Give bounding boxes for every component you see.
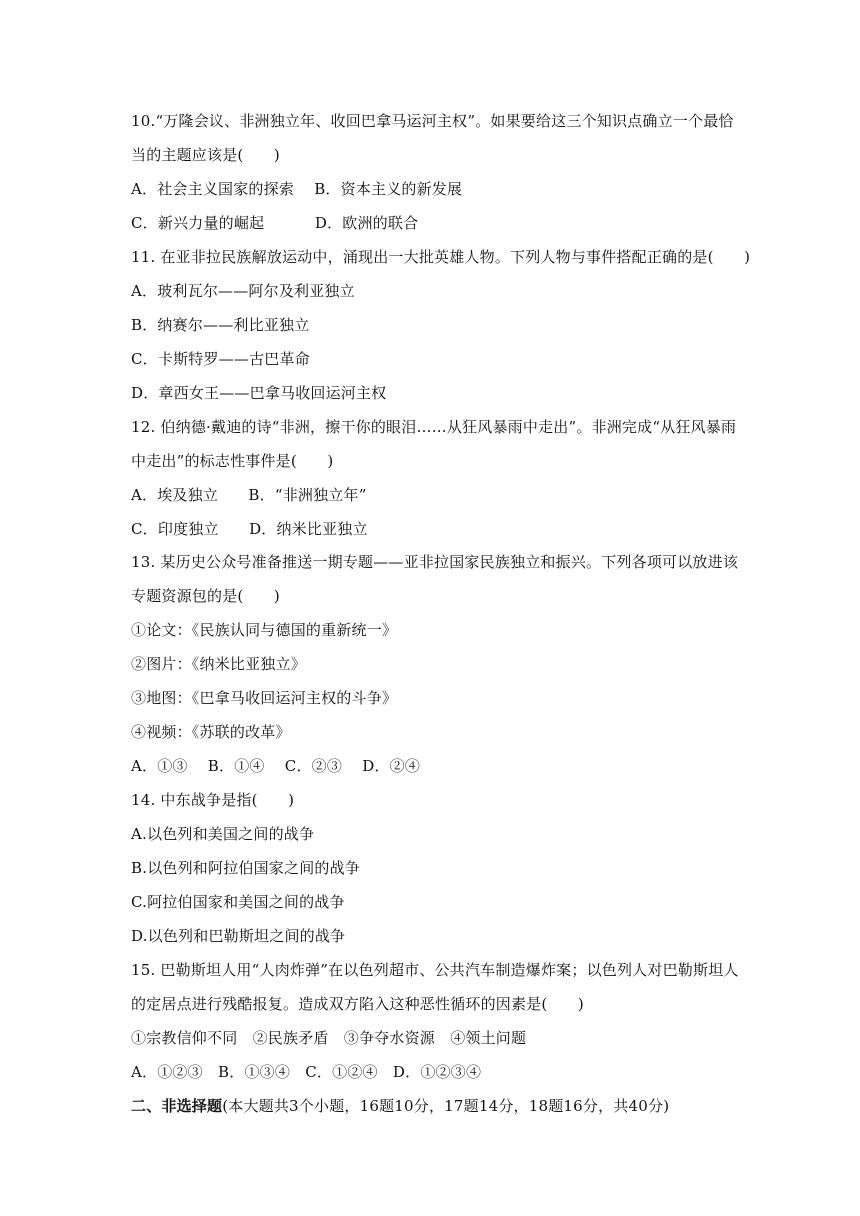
q14-stem: 14. 中东战争是指( ) (131, 791, 295, 809)
q11-option-c: C．卡斯特罗——古巴革命 (131, 350, 310, 368)
section-two-heading: 二、非选择题 (131, 1097, 223, 1115)
q13-options: A．①③ B．①④ C．②③ D．②④ (131, 757, 421, 775)
q13-stem-line1: 13. 某历史公众号准备推送一期专题——亚非拉国家民族独立和振兴。下列各项可以放进该 (131, 553, 739, 571)
q13-item-3: ③地图：《巴拿马收回运河主权的斗争》 (131, 689, 398, 707)
section-two-note: (本大题共3个小题，16题10分，17题14分，18题16分，共40分) (222, 1097, 670, 1115)
q10-options-ab: A．社会主义国家的探索 B．资本主义的新发展 (131, 180, 463, 198)
q14-option-b: B.以色列和阿拉伯国家之间的战争 (131, 859, 360, 877)
q13-item-1: ①论文：《民族认同与德国的重新统一》 (131, 621, 398, 639)
q14-option-d: D.以色列和巴勒斯坦之间的战争 (131, 927, 346, 945)
q10-stem-line1: 10.“万隆会议、非洲独立年、收回巴拿马运河主权”。如果要给这三个知识点确立一个最恰 (131, 112, 734, 130)
q10-stem-line2: 当的主题应该是( ) (131, 146, 280, 164)
q12-stem-line2: 中走出”的标志性事件是( ) (131, 452, 334, 470)
q15-stem-line1: 15. 巴勒斯坦人用“人肉炸弹”在以色列超市、公共汽车制造爆炸案；以色列人对巴勒斯坦人 (131, 961, 739, 979)
q11-option-b: B．纳赛尔——利比亚独立 (131, 316, 310, 334)
q11-option-a: A．玻利瓦尔——阿尔及利亚独立 (131, 282, 355, 300)
q13-stem-line2: 专题资源包的是( ) (131, 587, 280, 605)
q11-option-d: D．章西女王——巴拿马收回运河主权 (131, 384, 387, 402)
q10-options-cd: C．新兴力量的崛起 D．欧洲的联合 (131, 214, 419, 232)
q12-stem-line1: 12. 伯纳德·戴迪的诗“非洲，擦干你的眼泪……从狂风暴雨中走出”。非洲完成“从狂风暴雨 (131, 418, 737, 436)
q14-option-c: C.阿拉伯国家和美国之间的战争 (131, 893, 345, 911)
q13-item-4: ④视频：《苏联的改革》 (131, 723, 291, 741)
q14-option-a: A.以色列和美国之间的战争 (131, 825, 315, 843)
q15-items: ①宗教信仰不同 ②民族矛盾 ③争夺水资源 ④领土问题 (131, 1029, 527, 1047)
q15-stem-line2: 的定居点进行残酷报复。造成双方陷入这种恶性循环的因素是( ) (131, 995, 584, 1013)
q11-stem: 11. 在亚非拉民族解放运动中，涌现出一大批英雄人物。下列人物与事件搭配正确的是( ) (131, 248, 751, 266)
q12-options-cd: C．印度独立 D．纳米比亚独立 (131, 520, 368, 538)
q12-options-ab: A．埃及独立 B．“非洲独立年” (131, 486, 367, 504)
q13-item-2: ②图片：《纳米比亚独立》 (131, 655, 306, 673)
q15-options: A．①②③ B．①③④ C．①②④ D．①②③④ (131, 1063, 482, 1081)
section-two-title (131, 1096, 669, 1116)
